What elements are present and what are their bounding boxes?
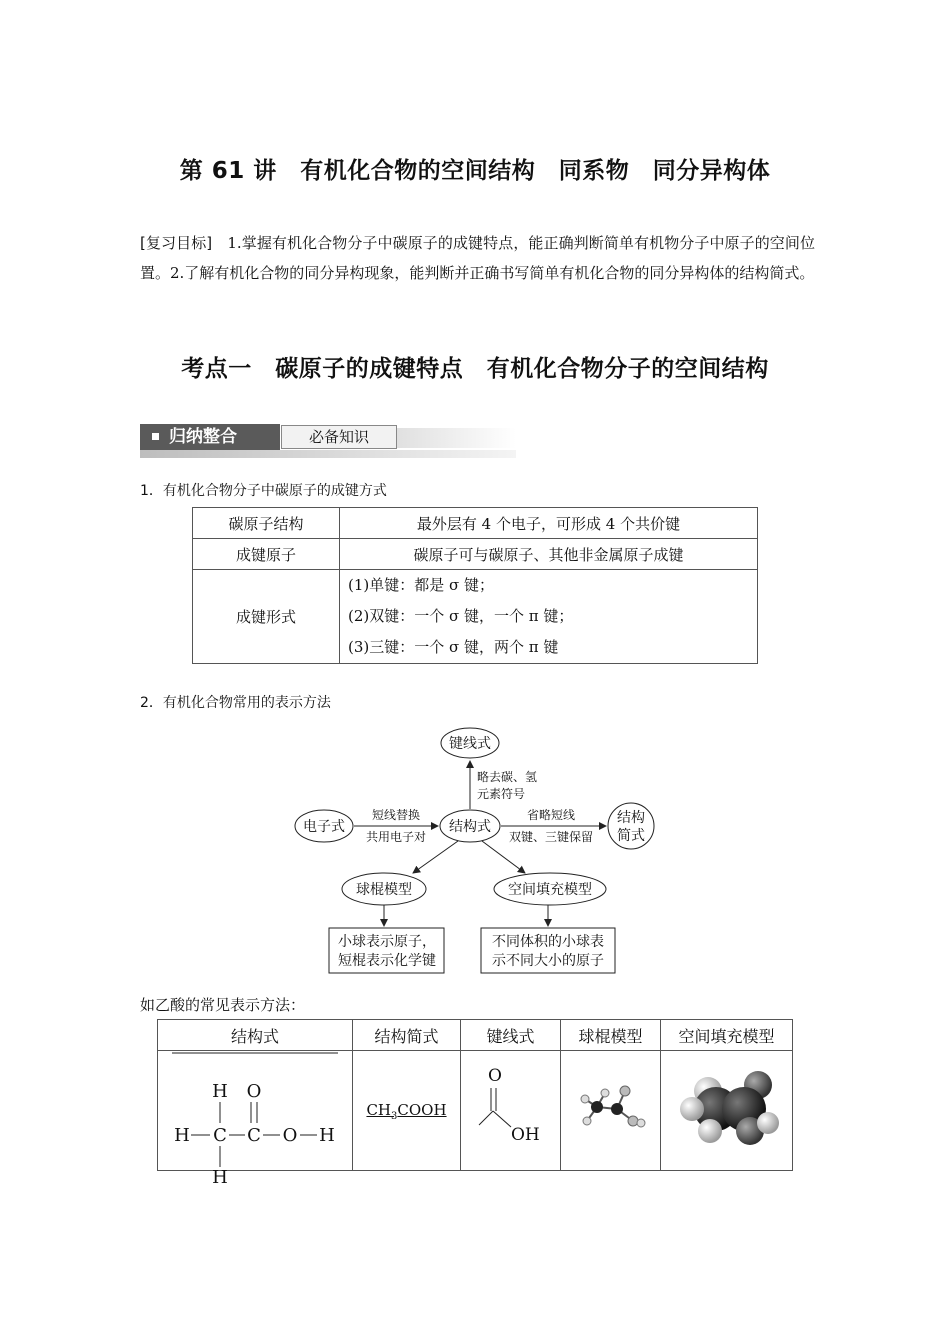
arrow-left-top: 短线替换 [371, 808, 421, 822]
skeletal-formula [461, 1051, 560, 1166]
atom-h: H [212, 1167, 228, 1188]
hydrogen-sphere [698, 1119, 722, 1143]
atom-h: H [174, 1125, 190, 1146]
item2-heading: 2．有机化合物常用的表示方法 [140, 695, 331, 711]
space-fill-desc-2: 示不同大小的原子 [492, 953, 604, 969]
section-title: 考点一 碳原子的成键特点 有机化合物分子的空间结构 [181, 356, 769, 382]
row-value: 最外层有 4 个电子，可形成 4 个共价键 [340, 508, 758, 539]
row-value: 碳原子可与碳原子、其他非金属原子成键 [340, 539, 758, 570]
hydrogen-sphere [680, 1097, 704, 1121]
arrow-right-top: 省略短线 [526, 808, 576, 822]
structural-formula-cell [158, 1051, 353, 1188]
hydrogen-ball [601, 1089, 609, 1097]
page-title: 第 61 讲 有机化合物的空间结构 同系物 同分异构体 [179, 158, 771, 184]
atom-h: H [212, 1081, 228, 1102]
condensed-label-1: 结构 [617, 810, 645, 826]
ball-stick-desc-2: 短棍表示化学键 [338, 953, 436, 969]
ball-stick-model [561, 1051, 660, 1166]
skeletal-oh: OH [511, 1125, 540, 1145]
row-label: 成键形式 [193, 570, 340, 664]
atom-h: H [319, 1125, 335, 1146]
triple-bond: (3)三键：一个 σ 键，两个 π 键 [348, 638, 559, 656]
header-structural: 结构式 [158, 1020, 353, 1051]
condensed-formula-cell [353, 1051, 461, 1171]
ball-stick-cell [561, 1051, 661, 1171]
banner-main-label: 归纳整合 [169, 427, 237, 447]
atom-o: O [282, 1125, 298, 1146]
hydrogen-ball [583, 1117, 591, 1125]
arrow-right-bottom: 双键、三键保留 [508, 830, 594, 844]
header-ball-stick: 球棍模型 [561, 1020, 661, 1051]
carbon-ball [591, 1101, 603, 1113]
electron-label: 电子式 [303, 819, 345, 835]
hydrogen-ball [581, 1095, 589, 1103]
space-fill-cell [661, 1051, 793, 1171]
arrow-down-right [482, 841, 525, 873]
review-goals-label: [复习目标] [140, 234, 213, 252]
arrow-left-bottom: 共用电子对 [365, 830, 427, 844]
ball-stick-label: 球棍模型 [356, 882, 412, 898]
bond-line-label: 键线式 [449, 736, 491, 752]
ball-stick-desc-1: 小球表示原子， [338, 934, 436, 950]
oxygen-ball [620, 1086, 630, 1096]
space-fill-model [662, 1051, 792, 1166]
double-bond: (2)双键：一个 σ 键，一个 π 键； [348, 607, 574, 625]
single-bond: (1)单键：都是 σ 键； [348, 576, 495, 594]
space-fill-desc-1: 不同体积的小球表 [492, 934, 604, 950]
space-fill-label: 空间填充模型 [508, 882, 592, 898]
hydrogen-ball [637, 1119, 645, 1127]
atom-c: C [213, 1125, 227, 1146]
banner-sub: 必备知识 [281, 425, 397, 449]
arrow-up-text-1: 略去碳、氢 [477, 770, 538, 784]
header-condensed: 结构简式 [353, 1020, 461, 1051]
atom-o: O [246, 1081, 262, 1102]
table-header-row [158, 1020, 793, 1051]
review-goals-text: 1.掌握有机化合物分子中碳原子的成键特点，能正确判断简单有机物分子中原子的空间位置。2.了解有机化合物的同分异构现象，能判断并正确书写简单有机化合物的同分异构体的结构简式。 [140, 234, 815, 282]
arrow-down-left [413, 841, 458, 873]
structural-label: 结构式 [449, 819, 491, 835]
table-row [158, 1051, 793, 1171]
arrow-up-text-2: 元素符号 [477, 787, 526, 801]
acetic-acid-table [157, 1019, 793, 1188]
carbon-ball [611, 1103, 623, 1115]
atom-c: C [247, 1125, 261, 1146]
row-label: 成键原子 [193, 539, 340, 570]
condensed-formula: $CH_3COOH$ [366, 1100, 447, 1122]
skeletal-o: O [488, 1066, 502, 1086]
hydrogen-sphere [757, 1112, 779, 1134]
condensed-label-2: 简式 [617, 828, 645, 844]
oxygen-ball [628, 1116, 638, 1126]
header-skeletal: 键线式 [461, 1020, 561, 1051]
row-label: 碳原子结构 [193, 508, 340, 539]
example-intro: 如乙酸的常见表示方法： [140, 996, 306, 1014]
item1-heading: 1．有机化合物分子中碳原子的成键方式 [140, 483, 387, 499]
skeletal-formula-cell [461, 1051, 561, 1171]
structural-formula [158, 1051, 352, 1188]
header-space-fill: 空间填充模型 [661, 1020, 793, 1051]
